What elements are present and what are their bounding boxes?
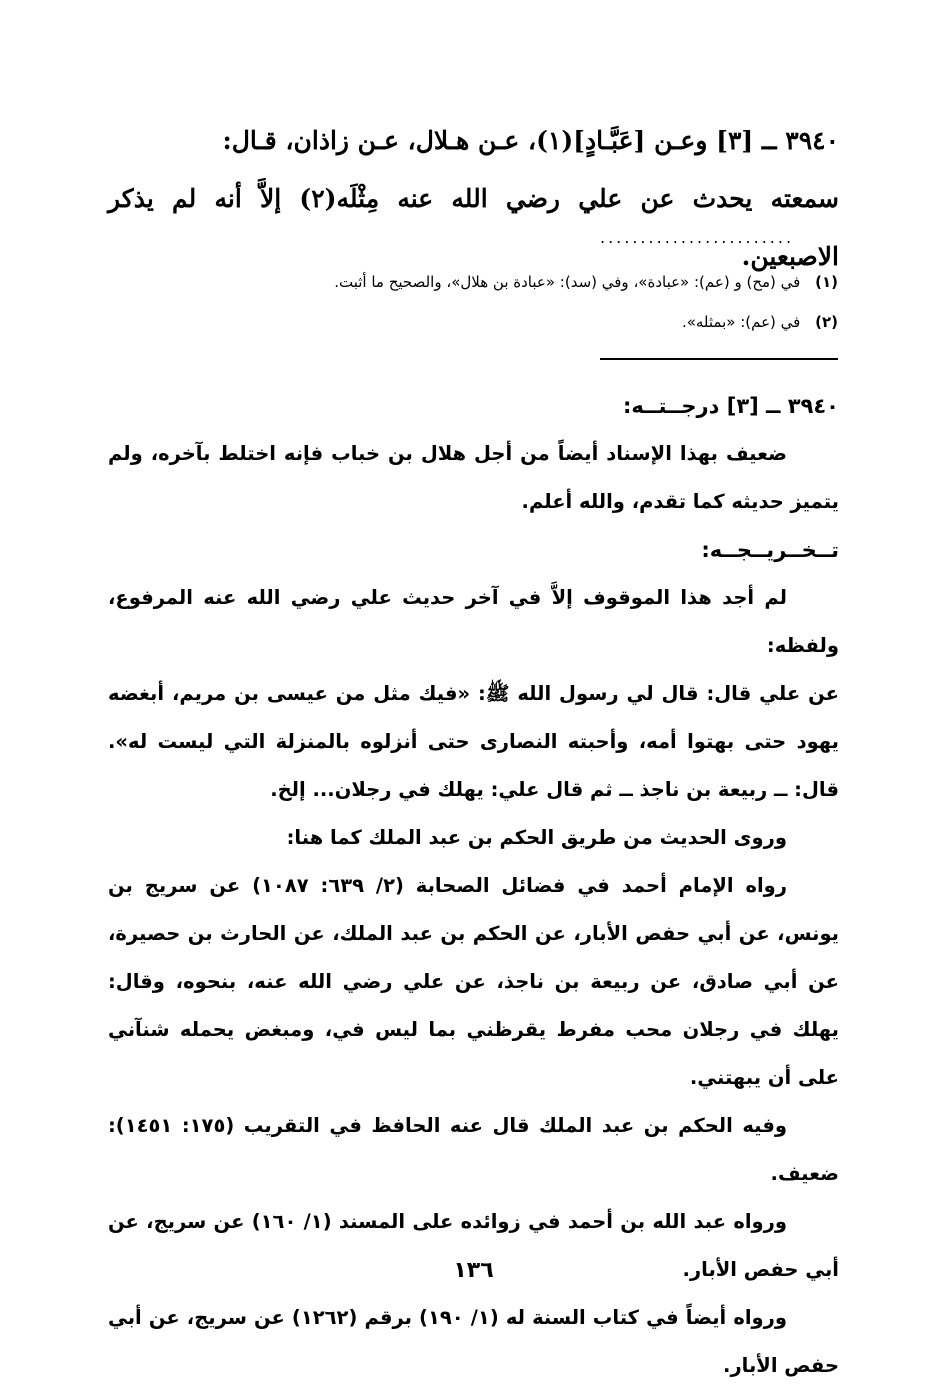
takhrij-heading: تــخــريــجــه: — [701, 538, 839, 562]
hadith-line: ٣٩٤٠ ــ [٣] وعـن [عَبَّـادٍ](١)، عـن هـلال، عـن زاذان، قـال: — [222, 126, 839, 155]
grade-heading: ٣٩٤٠ ــ [٣] درجــتــه: — [622, 394, 839, 418]
commentary-body — [108, 382, 839, 1390]
section-separator-line — [600, 358, 838, 360]
footnote-divider-dots: ........................ — [600, 228, 795, 247]
footnote-number: (١) — [815, 273, 838, 291]
footnote — [170, 302, 838, 342]
hadith-line: سمعته يحدث عن علي رضي الله عنه مِثْلَه(٢) إلاَّ أنه لم يذكر الاصبعين. — [108, 184, 839, 271]
takhrij-paragraph: رواه الإمام أحمد في فضائل الصحابة (٢/ ٦٣٩: ١٠٨٧) عن سريج بن يونس، عن أبي حفص الأبار، عن الحكم بن عبد الملك، عن الحارث بن حصيرة، عن أبي صادق، عن ربيعة بن ناجذ، عن علي رضي الله عنه، بنحوه، وقال: يهلك في رجلان محب مفرط يقرظني بما ليس في، ومبغض يحمله شنآني على أن يبهتني. — [108, 874, 839, 1089]
takhrij-paragraph: وفيه الحكم بن عبد الملك قال عنه الحافظ في التقريب (١٧٥: ١٤٥١): ضعيف. — [108, 1114, 839, 1185]
footnote-text: في (مح) و (عم): «عبادة»، وفي (سد): «عبادة بن هلال»، والصحيح ما أثبت. — [334, 273, 801, 291]
grade-paragraph: ضعيف بهذا الإسناد أيضاً من أجل هلال بن خباب فإنه اختلط بآخره، ولم يتميز حديثه كما تقدم، والله أعلم. — [108, 442, 839, 513]
takhrij-paragraph: وروى الحديث من طريق الحكم بن عبد الملك كما هنا: — [286, 826, 787, 849]
footnotes — [170, 262, 838, 342]
footnote — [170, 262, 838, 302]
footnote-number: (٢) — [815, 313, 838, 331]
takhrij-paragraph: لم أجد هذا الموقوف إلاَّ في آخر حديث علي رضي الله عنه المرفوع، ولفظه: — [108, 586, 839, 657]
footnote-text: في (عم): «بمثله». — [681, 313, 801, 331]
takhrij-paragraph: ورواه عبد الله بن أحمد في زوائده على المسند (١/ ١٦٠) عن سريج، عن أبي حفص الأبار. — [108, 1210, 839, 1281]
takhrij-paragraph: ورواه أيضاً في كتاب السنة له (١/ ١٩٠) برقم (١٢٦٢) عن سريج، عن أبي حفص الأبار. — [108, 1306, 839, 1377]
takhrij-paragraph: عن علي قال: قال لي رسول الله ﷺ: «فيك مثل من عيسى بن مريم، أبغضه يهود حتى بهتوا أمه، وأحبته النصارى حتى أنزلوه بالمنزلة التي ليست له». قال: ــ ربيعة بن ناجذ ــ ثم قال علي: يهلك في رجلان... إلخ. — [108, 682, 839, 801]
page-number: ١٣٦ — [453, 1258, 494, 1283]
hadith-text — [108, 112, 839, 286]
